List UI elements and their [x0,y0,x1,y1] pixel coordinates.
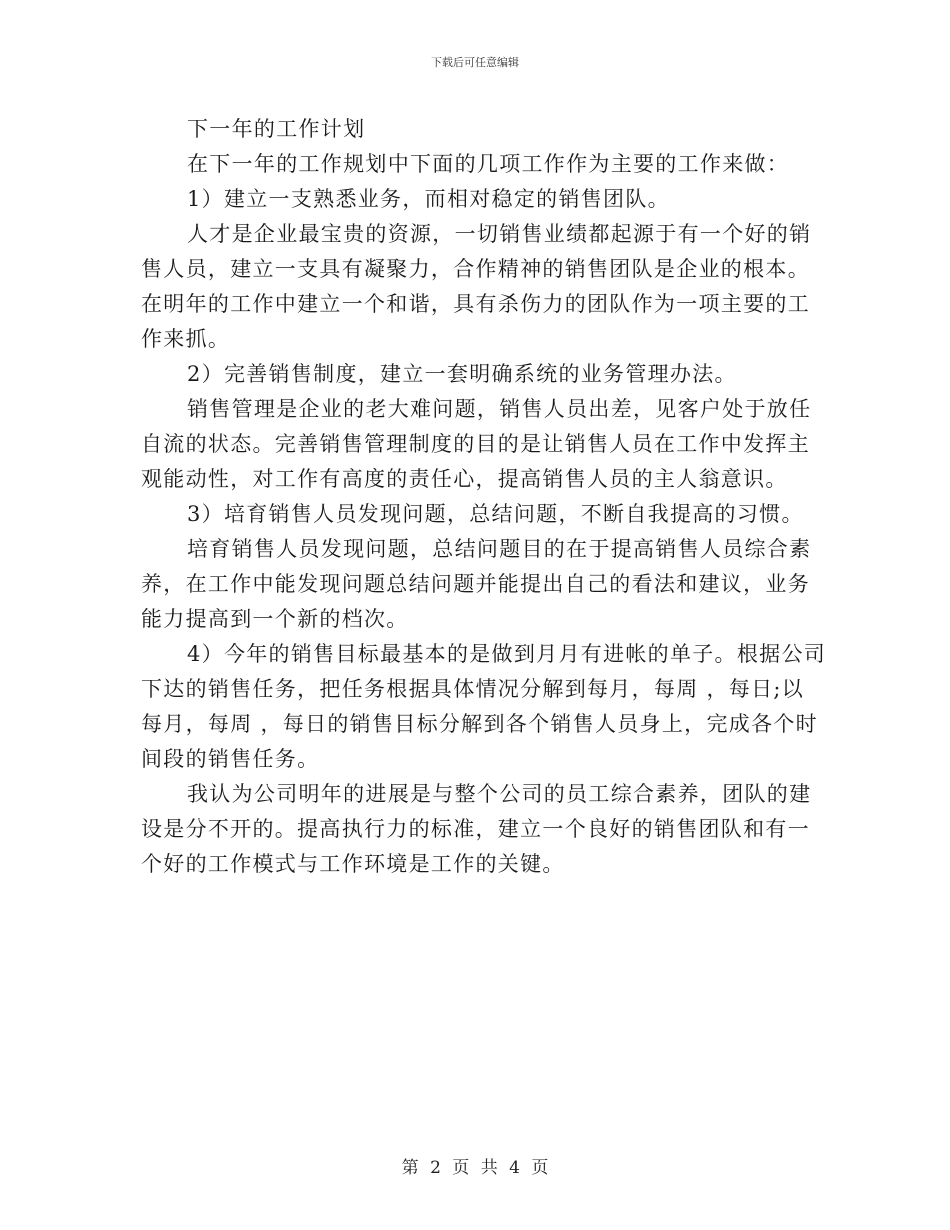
page-header: 下载后可任意编辑 [431,56,519,69]
page-number-footer: 第 2 页 共 4 页 [401,1158,549,1178]
paragraph-line: 人才是企业最宝贵的资源，一切销售业绩都起源于有一个好的销 [187,222,812,246]
closing-paragraph: 我认为公司明年的进展是与整个公司的员工综合素养，团队的建 [187,782,812,806]
intro-paragraph: 在下一年的工作规划中下面的几项工作作为主要的工作来做： [187,152,790,176]
paragraph-line: 培育销售人员发现问题，总结问题目的在于提高销售人员综合素 [187,537,812,561]
paragraph-line: 间段的销售任务。 [141,747,320,771]
paragraph-line: 作来抓。 [141,327,231,351]
item-3-heading: 3）培育销售人员发现问题，总结问题，不断自我提高的习惯。 [187,502,804,526]
item-2-heading: 2）完善销售制度，建立一套明确系统的业务管理办法。 [187,362,737,386]
paragraph-line: 销售管理是企业的老大难问题，销售人员出差，见客户处于放任 [187,397,812,421]
paragraph-line: 能力提高到一个新的档次。 [141,607,409,631]
paragraph-line: 售人员，建立一支具有凝聚力，合作精神的销售团队是企业的根本。 [141,257,810,281]
paragraph-line: 在明年的工作中建立一个和谐，具有杀伤力的团队作为一项主要的工 [141,292,810,316]
document-body [141,112,827,882]
item-1-heading: 1）建立一支熟悉业务，而相对稳定的销售团队。 [187,187,670,211]
paragraph-line: 养，在工作中能发现问题总结问题并能提出自己的看法和建议，业务 [141,572,810,596]
paragraph-line: 自流的状态。完善销售管理制度的目的是让销售人员在工作中发挥主 [141,432,810,456]
paragraph-line: 每月，每周 ，每日的销售目标分解到各个销售人员身上，完成各个时 [141,712,818,736]
item-4-heading: 4）今年的销售目标最基本的是做到月月有进帐的单子。根据公司 [187,642,827,666]
paragraph-line: 观能动性，对工作有高度的责任心，提高销售人员的主人翁意识。 [141,467,788,491]
paragraph-line: 下达的销售任务，把任务根据具体情况分解到每月，每周 ，每日;以 [141,677,805,701]
section-title: 下一年的工作计划 [187,117,366,141]
paragraph-line: 设是分不开的。提高执行力的标准，建立一个良好的销售团队和有一 [141,817,810,841]
paragraph-line: 个好的工作模式与工作环境是工作的关键。 [141,852,565,876]
